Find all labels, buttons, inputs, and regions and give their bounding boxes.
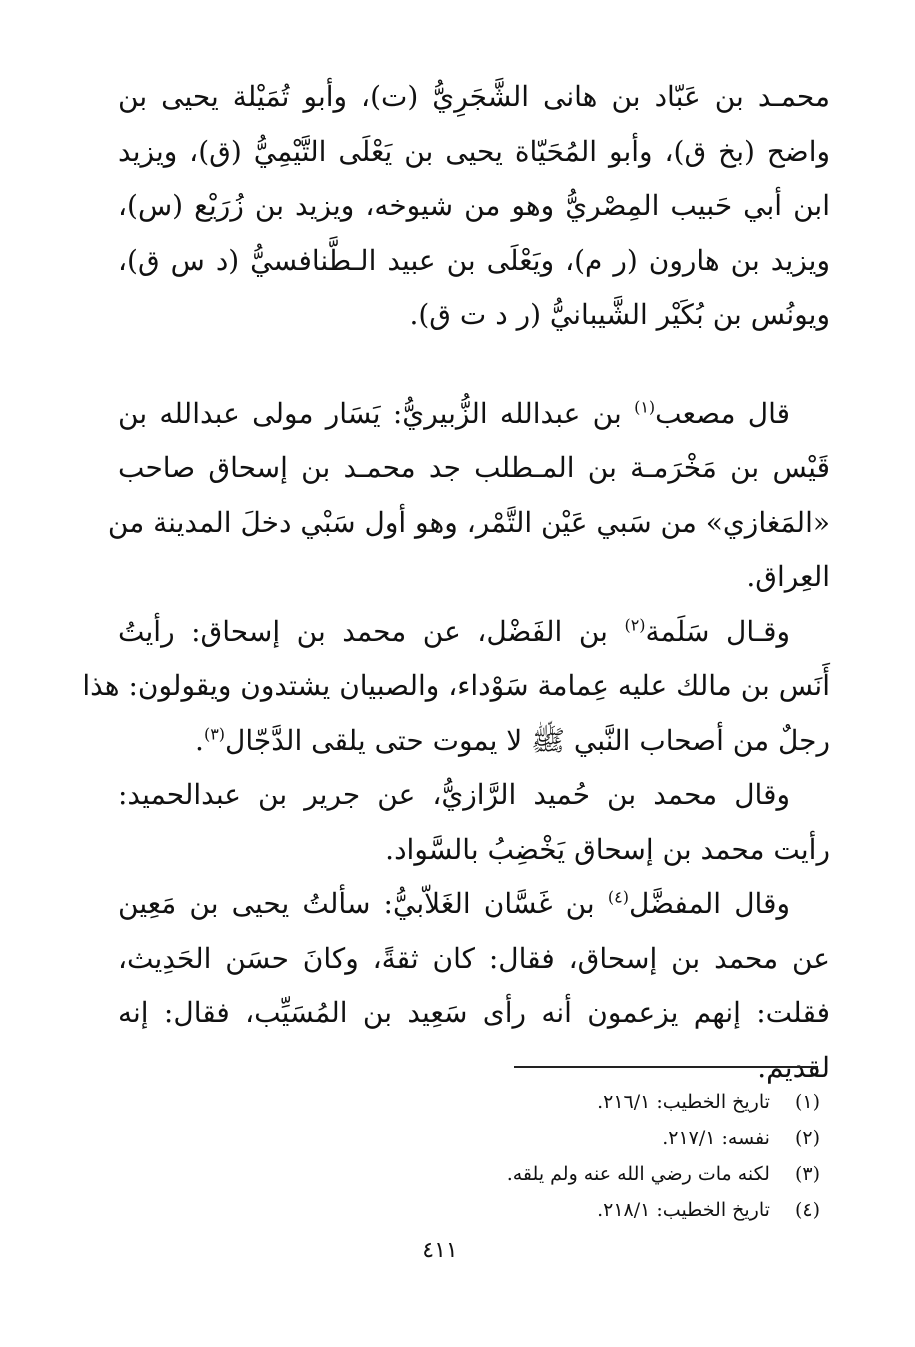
- line-text: قال مصعب: [655, 396, 790, 430]
- text-line: لقديم.: [757, 1050, 830, 1084]
- footnote-ref-4[interactable]: (٤): [607, 887, 629, 907]
- line-text: وقال المفضَّل: [628, 887, 790, 920]
- footnote-4: [380, 1192, 820, 1228]
- line-text: .: [195, 723, 204, 757]
- footnote-divider: [514, 1066, 818, 1068]
- text-line: رأيت محمد بن إسحاق يَخْضِبُ بالسَّواد.: [385, 832, 830, 866]
- text-line: العِراق.: [746, 560, 830, 593]
- footnotes: [380, 1084, 820, 1228]
- footnote-1: [380, 1084, 820, 1120]
- text-line: [118, 387, 830, 442]
- footnote-ref-1[interactable]: (١): [634, 397, 656, 417]
- line-text: بن غَسَّان الغَلاّبيُّ: سألتُ يحيى بن مَعِين: [118, 887, 608, 920]
- footnote-text: نفسه: ٢١٧/١.: [662, 1127, 770, 1149]
- footnote-2: [380, 1120, 820, 1156]
- text-line: وقال محمد بن حُميد الرَّازيُّ، عن جرير بن عبدالحميد:: [118, 778, 790, 811]
- line-text: بن الفَضْل، عن محمد بن إسحاق: رأيتُ: [118, 614, 625, 648]
- footnote-number: (٣): [794, 1163, 820, 1185]
- text-line: محمـد بن عَبّاد بن هانى الشَّجَرِيُّ (ت)، وأبو تُمَيْلة يحيى بن: [118, 80, 830, 113]
- line-text: رجلٌ من أصحاب النَّبي ﷺ لا يموت حتى يلقى الدَّجّال: [225, 723, 830, 757]
- text-line: أَنَس بن مالك عليه عِمامة سَوْداء، والصبيان يشتدون ويقولون: هذا: [82, 669, 830, 702]
- footnote-number: (٢): [794, 1127, 820, 1149]
- footnote-text: تاريخ الخطيب: ٢١٨/١.: [597, 1199, 770, 1221]
- text-line: قَيْس بن مَخْرَمـة بن المـطلب جد محمـد بن إسحاق صاحب: [118, 451, 830, 484]
- main-text: [82, 70, 830, 1095]
- footnote-ref-2[interactable]: (٢): [624, 615, 646, 635]
- text-line: عن محمد بن إسحاق، فقال: كان ثقةً، وكانَ حسَن الحَدِيث،: [118, 941, 830, 975]
- text-line: ويزيد بن هارون (ر م)، ويَعْلَى بن عبيد الـطَّنافسيُّ (د س ق)،: [118, 243, 830, 277]
- page-number: ٤١١: [422, 1238, 458, 1263]
- text-line: واضح (بخ ق)، وأبو المُحَيّاة يحيى بن يَعْلَى التَّيْمِيُّ (ق)، ويزيد: [118, 134, 830, 168]
- line-text: بن عبدالله الزُّبيريُّ: يَسَار مولى عبدالله بن: [118, 396, 635, 430]
- footnote-number: (٤): [794, 1199, 820, 1221]
- text-line: [118, 714, 830, 769]
- text-line: «المَغازي» من سَبي عَيْن التَّمْر، وهو أول سَبْي دخلَ المدينة من: [107, 505, 830, 539]
- footnote-number: (١): [794, 1091, 820, 1113]
- text-line: [118, 605, 830, 660]
- text-line: [118, 877, 830, 932]
- text-line: ويونُس بن بُكَيْر الشَّيبانيُّ (ر د ت ق).: [409, 298, 830, 331]
- paragraph-gap: [118, 343, 830, 387]
- footnote-text: لكنه مات رضي الله عنه ولم يلقه.: [506, 1163, 770, 1185]
- text-line: فقلت: إنهم يزعمون أنه رأى سَعِيد بن المُسَيِّب، فقال: إنه: [118, 996, 830, 1029]
- footnote-ref-3[interactable]: (٣): [203, 724, 226, 744]
- text-line: ابن أبي حَبيب المِصْريُّ وهو من شيوخه، ويزيد بن زُرَيْع (س)،: [118, 189, 830, 222]
- line-text: وقـال سَلَمة: [645, 614, 790, 648]
- footnote-3: [380, 1156, 820, 1192]
- footnote-text: تاريخ الخطيب: ٢١٦/١.: [597, 1091, 770, 1113]
